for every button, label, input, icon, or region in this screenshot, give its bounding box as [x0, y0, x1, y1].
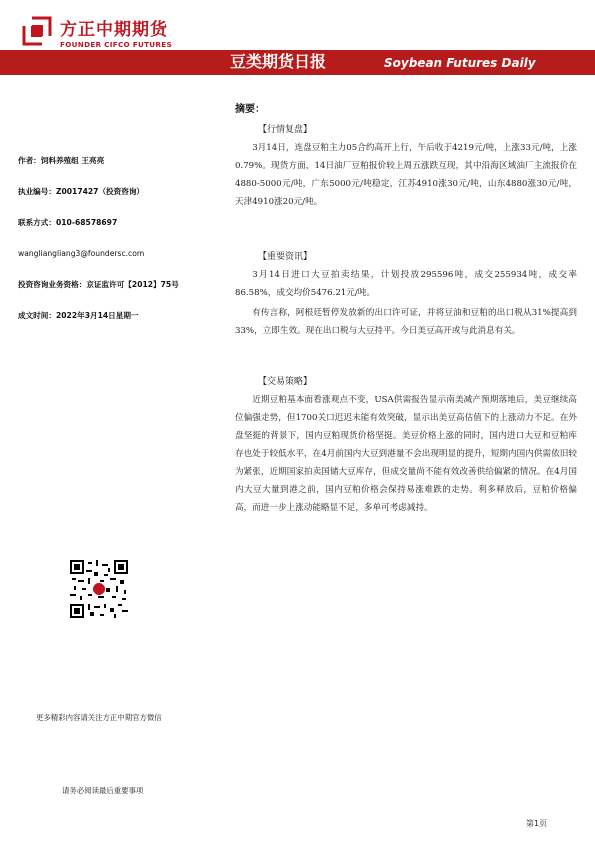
report-title-cn: 豆类期货日报 — [230, 52, 327, 71]
paragraph-news-2: 有传言称，阿根廷暂停发放新的出口许可证，并将豆油和豆粕的出口税从31%提高到33%，立即生效。现在出口税与大豆持平。今日美豆高开或与此消息有关。 — [235, 308, 577, 336]
paragraph-news-1: 3月14日进口大豆拍卖结果，计划投放295596吨，成交255934吨，成交率86.58%，成交均价5476.21元/吨。 — [235, 270, 577, 298]
wechat-qr-code-icon — [70, 560, 128, 618]
contact-line: 联系方式：010-68578697 — [18, 218, 118, 227]
page-number: 第1页 — [526, 819, 548, 828]
section-heading-strategy: 【交易策略】 — [258, 377, 313, 387]
paragraph-market-review: 3月14日，连盘豆粕主力05合约高开上行，午后收于4219元/吨，上涨33元/吨，上涨0.79%。现货方面，14日油厂豆粕报价较上周五涨跌互现，其中沿海区域油厂主流报价在4880-5000元/吨，广东5000元/吨稳定，江苏4910涨30元/吨，山东4880涨30元/吨，天津4910涨20元/吨。 — [235, 143, 577, 207]
report-title-en: Soybean Futures Daily — [384, 56, 536, 70]
qualification-line: 投资咨询业务资格：京证监许可【2012】75号 — [18, 280, 179, 289]
brand-name-cn: 方正中期期货 — [60, 20, 168, 40]
license-line: 执业编号：Z0017427（投资咨询） — [18, 187, 145, 196]
author-line: 作者：饲料养殖组 王亮亮 — [18, 156, 105, 165]
summary-title: 摘要： — [235, 104, 265, 115]
date-line: 成文时间：2022年3月14日星期一 — [18, 311, 139, 320]
paragraph-strategy: 近期豆粕基本面看涨观点不变，USA供需报告显示南美减产预期落地后，美豆继续高位偏强走势，但1700关口迟迟未能有效突破，显示出美豆高估值下的上涨动力不足。在外盘坚挺的背景下，国内豆粕现货价格坚挺。美豆价格上涨的同时，国内进口大豆和豆粕库存也处于较低水平，在4月前国内大豆到港量不会出现明显的提升，短期内国内供需依旧较为紧张，近期国家拍卖国储大豆库存，但成交量尚不能有效改善供给偏紧的情况。在4月国内大豆大量到港之前，国内豆粕价格会保持易涨难跌的走势。利多释放后，豆粕价格偏高，而进一步上涨动能略显不足，多单可考虑减持。 — [235, 395, 577, 513]
email-link[interactable]: wangliangliang3@foundersc.com — [18, 249, 145, 258]
qr-caption: 更多精彩内容请关注方正中期官方微信 — [36, 713, 162, 722]
important-note: 请务必阅读最后重要事项 — [62, 786, 144, 795]
section-heading-news: 【重要资讯】 — [258, 252, 313, 262]
brand-name-en: FOUNDER CIFCO FUTURES — [60, 40, 172, 49]
company-logo-icon — [22, 16, 52, 46]
section-heading-market-review: 【行情复盘】 — [258, 125, 313, 135]
